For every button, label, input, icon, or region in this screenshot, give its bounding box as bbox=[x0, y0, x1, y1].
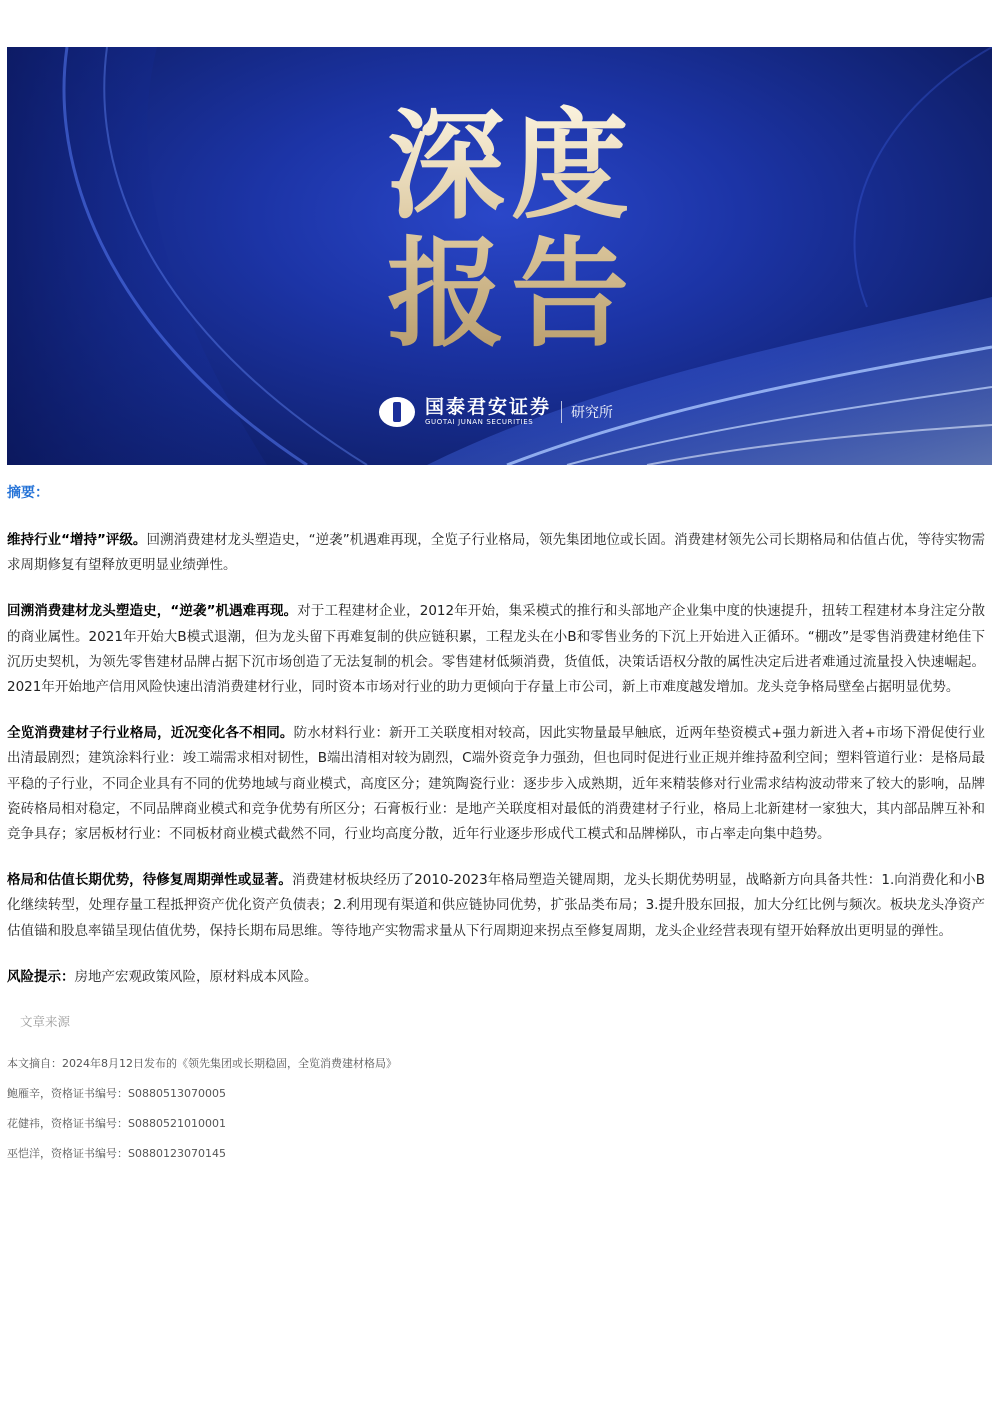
analyst-credential: 鲍雁辛，资格证书编号：S0880513070005 bbox=[7, 1087, 226, 1101]
analyst-credential: 巫恺洋，资格证书编号：S0880123070145 bbox=[7, 1147, 226, 1161]
analyst-credential: 花健祎，资格证书编号：S0880521010001 bbox=[7, 1117, 226, 1131]
paragraph-heading: 格局和估值长期优势，待修复周期弹性或显著。 bbox=[7, 872, 292, 889]
banner-title-line1: 深度 bbox=[387, 96, 636, 235]
paragraph-heading: 维持行业“增持”评级。 bbox=[7, 532, 147, 548]
paragraph-rating bbox=[7, 528, 985, 578]
paragraph-heading: 风险提示： bbox=[7, 968, 75, 985]
paragraph-text: 回溯消费建材龙头塑造史，“逆袭”机遇难再现，全览子行业格局，领先集团地位或长固。消费建材领先公司长期格局和估值占优，等待实物需求周期修复有望释放更明显业绩弹性。 bbox=[7, 532, 985, 574]
logo-text bbox=[425, 397, 551, 427]
banner-title-line2: 报告 bbox=[387, 224, 636, 363]
logo-name-cn: 国泰君安证券 bbox=[425, 396, 552, 418]
paragraph-subsectors bbox=[7, 721, 985, 847]
article-body bbox=[7, 482, 985, 1169]
paragraph-heading: 回溯消费建材龙头塑造史，“逆袭”机遇难再现。 bbox=[7, 603, 298, 620]
paragraph-text: 防水材料行业：新开工关联度相对较高，因此实物量最早触底，近两年垫资模式+强力新进入者+市场下滑促使行业出清最剧烈；建筑涂料行业：竣工端需求相对韧性，B端出清相对较为剧烈，C端外资竞争力强劲，但也同时促进行业正规并维持盈利空间；塑料管道行业：是格局最平稳的子行业，不同企业具有不同的优势地域与商业模式，高度区分；建筑陶瓷行业：逐步步入成熟期，近年来精装修对行业需求结构波动带来了较大的影响，品牌瓷砖格局相对稳定，不同品牌商业模式和竞争优势有所区分；石膏板行业：是地产关联度相对最低的消费建材子行业，格局上北新建材一家独大，其内部品牌互补和竞争具存；家居板材行业：不同板材商业模式截然不同，行业均高度分散，近年行业逐步形成代工模式和品牌梯队，市占率走向集中趋势。 bbox=[7, 725, 986, 843]
source-citation: 本文摘自：2024年8月12日发布的《领先集团或长期稳固，全览消费建材格局》 bbox=[7, 1057, 397, 1071]
paragraph-risk bbox=[7, 965, 985, 990]
paragraph-heading: 全览消费建材子行业格局，近况变化各不相同。 bbox=[7, 725, 294, 742]
paragraph-text: 房地产宏观政策风险，原材料成本风险。 bbox=[74, 968, 318, 985]
logo-institute: 研究所 bbox=[571, 405, 614, 421]
paragraph-history bbox=[7, 599, 985, 700]
paragraph-valuation bbox=[7, 868, 985, 944]
banner-title bbox=[387, 96, 637, 363]
source-tag: 文章来源 bbox=[20, 1014, 71, 1030]
summary-label: 摘要： bbox=[7, 485, 49, 501]
logo-divider bbox=[561, 401, 562, 423]
logo-name-en: GUOTAI JUNAN SECURITIES bbox=[425, 418, 534, 426]
brand-logo bbox=[379, 392, 613, 432]
paragraph-text: 对于工程建材企业，2012年开始，集采模式的推行和头部地产企业集中度的快速提升，扭转工程建材本身注定分散的商业属性。2021年开始大B模式退潮，但为龙头留下再难复制的供应链积累，工程龙头在小B和零售业务的下沉上开始进入正循环。“棚改”是零售消费建材绝佳下沉历史契机，为领先零售建材品牌占据下沉市场创造了无法复制的机会。零售建材低频消费，货值低，决策话语权分散的属性决定后进者难通过流量投入快速崛起。2021年开始地产信用风险快速出清消费建材行业，同时资本市场对行业的助力更倾向于存量上市公司，新上市难度越发增加。龙头竞争格局壁垒占据明显优势。 bbox=[7, 603, 986, 696]
paragraph-text: 消费建材板块经历了2010-2023年格局塑造关键周期，龙头长期优势明显，战略新方向具备共性：1.向消费化和小B化继续转型，处理存量工程抵押资产优化资产负债表；2.利用现有渠道和供应链协同优势，扩张品类布局；3.提升股东回报，加大分红比例与频次。板块龙头净资产估值锚和股息率锚呈现估值优势，保持长期布局思维。等待地产实物需求量从下行周期迎来拐点至修复周期，龙头企业经营表现有望开始释放出更明显的弹性。 bbox=[7, 872, 985, 939]
report-banner bbox=[7, 47, 992, 465]
logo-emblem-icon bbox=[379, 397, 415, 427]
